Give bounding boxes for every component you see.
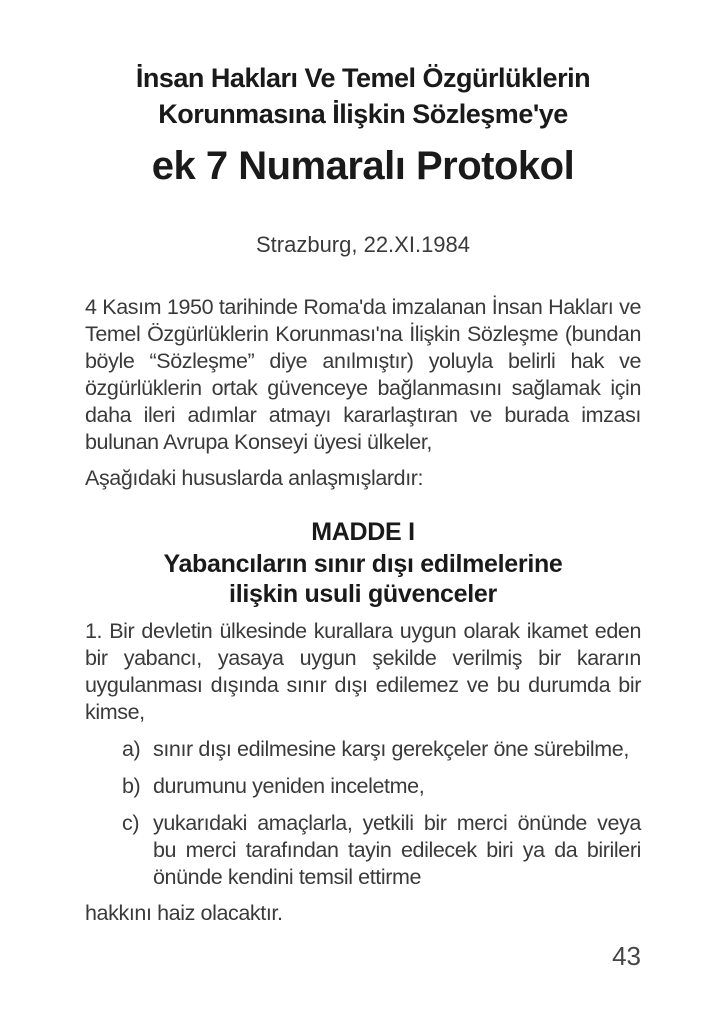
article-subheading-line1: Yabancıların sınır dışı edilmelerine: [163, 550, 563, 578]
preamble: [85, 294, 641, 492]
article-closing-line: hakkını haiz olacaktır.: [85, 901, 283, 925]
list-text-c: yukarıdaki amaçlarla, yetkili bir merci önünde veya bu merci tarafından tayin edilecek biri ya da birileri önünde kendini temsil ettirme: [153, 811, 641, 889]
list-item-a: [85, 736, 641, 763]
article-body: [85, 618, 641, 726]
article-subheading: [85, 549, 641, 609]
convention-title-line1: İnsan Hakları Ve Temel Özgürlüklerin: [135, 63, 591, 93]
list-text-a: sınır dışı edilmesine karşı gerekçeler öne sürebilme,: [153, 737, 629, 761]
list-item-c: [85, 810, 641, 891]
page-number: 43: [612, 941, 641, 971]
page-content: [85, 60, 641, 927]
list-marker-c: c): [122, 811, 140, 835]
list-item-b: [85, 773, 641, 800]
list-marker-a: a): [122, 737, 141, 761]
convention-title-line2: Korunmasına İlişkin Sözleşme'ye: [158, 99, 568, 129]
article-heading: MADDE I: [311, 518, 415, 546]
convention-title: [85, 60, 641, 132]
protocol-title: ek 7 Numaralı Protokol: [151, 144, 575, 188]
preamble-agreement-line: Aşağıdaki hususlarda anlaşmışlardır:: [85, 466, 424, 490]
article-subheading-line2: ilişkin usuli güvenceler: [229, 580, 497, 608]
list-marker-b: b): [122, 774, 141, 798]
preamble-paragraph: 4 Kasım 1950 tarihinde Roma'da imzalanan İnsan Hakları ve Temel Özgürlüklerin Korunması'na İlişkin Sözleşme (bundan böyle “Sözleşme” diye anılmıştır) yoluyla belirli hak ve özgürlüklerin ortak güvenceye bağlanmasını sağlamak için daha ileri adımlar atmayı kararlaştıran ve burada imzası bulunan Avrupa Konseyi üyesi ülkeler,: [85, 295, 641, 454]
article-intro-paragraph: 1. Bir devletin ülkesinde kurallara uygun olarak ikamet eden bir yabancı, yasaya uygun şekilde verilmiş bir kararın uygulanması dışında sınır dışı edilemez ve bu durumda bir kimse,: [85, 619, 641, 724]
list-text-b: durumunu yeniden inceletme,: [153, 774, 425, 798]
dateline: Strazburg, 22.XI.1984: [255, 232, 471, 257]
